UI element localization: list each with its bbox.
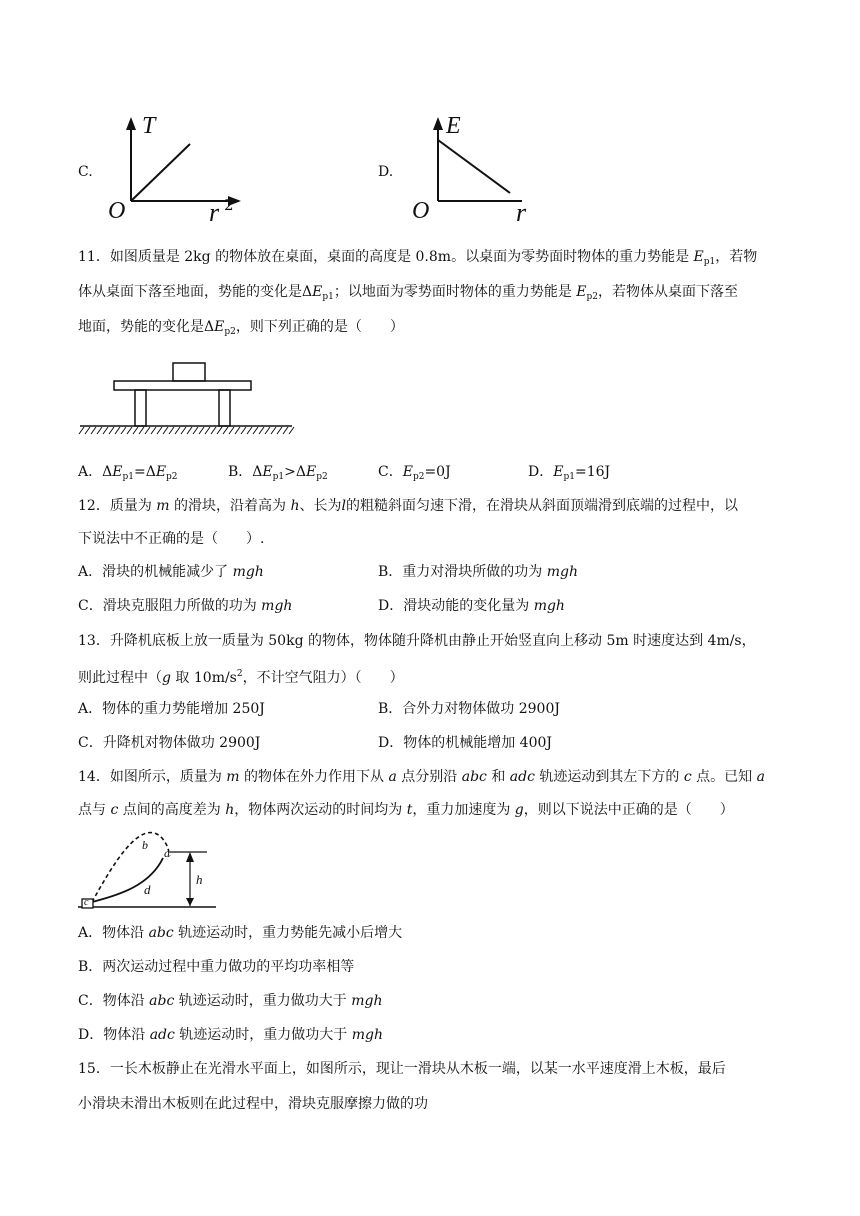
- q13-option-a: A．物体的重力势能增加 250J: [78, 701, 265, 717]
- q13-option-d: D．物体的机械能增加 400J: [378, 735, 553, 751]
- trajectory-label-d: d: [144, 882, 151, 897]
- q13-line-2: 则此过程中（g 取 $10m/s^2$，不计空气阻力）（ ）: [78, 669, 404, 686]
- q11-line-1: 11．如图质量是 2kg 的物体放在桌面，桌面的高度是 0.8m。以桌面为零势面时物体的重力势能是 $E_{p1}$，若物: [78, 249, 758, 267]
- q11-option-a: A．$\Delta E_{p1}=\Delta E_{p2}$: [78, 464, 178, 482]
- graph-d-origin: O: [412, 198, 430, 224]
- q11-option-c: C．$E_{p2}=0J$: [378, 464, 451, 482]
- trajectory-label-c: c: [84, 897, 89, 908]
- q12-option-c: C．滑块克服阻力所做的功为 mgh: [78, 598, 293, 614]
- graph-d-y-label: E: [446, 113, 461, 139]
- q13-line-1: 13．升降机底板上放一质量为 50kg 的物体，物体随升降机由静止开始竖直向上移动 5m 时速度达到 4m/s，: [78, 633, 756, 649]
- q14-option-b: B．两次运动过程中重力做功的平均功率相等: [78, 959, 355, 975]
- q12-option-b: B．重力对滑块所做的功为 mgh: [378, 564, 579, 580]
- option-c-label: C.: [78, 164, 93, 180]
- trajectory-label-b: b: [142, 838, 148, 852]
- graph-c-origin: O: [108, 198, 126, 224]
- graph-c-y-label: T: [142, 113, 156, 139]
- q13-option-b: B．合外力对物体做功 2900J: [378, 701, 560, 717]
- q11-option-b: B．$\Delta E_{p1}>\Delta E_{p2}$: [228, 464, 328, 482]
- q11-option-d: D．$E_{p1}=16J$: [528, 464, 611, 482]
- trajectory-label-h: h: [196, 872, 203, 887]
- q12-line-1: 12．质量为 m 的滑块，沿着高为 h、长为l的粗糙斜面匀速下滑，在滑块从斜面顶端滑到底端的过程中，以: [78, 498, 738, 514]
- q12-line-2: 下说法中不正确的是（ ）.: [78, 531, 265, 547]
- q12-option-a: A．滑块的机械能减少了 mgh: [78, 564, 264, 580]
- q11-line-3: 地面，势能的变化是$\Delta E_{p2}$，则下列正确的是（ ）: [78, 319, 404, 337]
- q15-line-1: 15．一长木板静止在光滑水平面上，如图所示，现让一滑块从木板一端，以某一水平速度滑上木板，最后: [78, 1061, 726, 1077]
- graph-c-x-exponent: 2: [224, 196, 234, 214]
- option-d-label: D.: [378, 164, 394, 180]
- q11-line-2: 体从桌面下落至地面，势能的变化是$\Delta E_{p1}$；以地面为零势面时物体的重力势能是 $E_{p2}$，若物体从桌面下落至: [78, 284, 739, 302]
- q14-option-c: C．物体沿 abc 轨迹运动时，重力做功大于 mgh: [78, 993, 383, 1009]
- q15-line-2: 小滑块未滑出木板则在此过程中，滑块克服摩擦力做的功: [78, 1096, 428, 1112]
- graph-d-x-label: r: [516, 198, 527, 227]
- q14-option-a: A．物体沿 abc 轨迹运动时，重力势能先减小后增大: [78, 925, 403, 941]
- q14-line-1: 14．如图所示，质量为 m 的物体在外力作用下从 a 点分别沿 abc 和 adc 轨迹运动到其左下方的 c 点。已知 a: [78, 769, 765, 785]
- q12-option-d: D．滑块动能的变化量为 mgh: [378, 598, 565, 614]
- q14-line-2: 点与 c 点间的高度差为 h，物体两次运动的时间均为 t，重力加速度为 g，则以下说法中正确的是（ ）: [78, 802, 734, 818]
- q14-option-d: D．物体沿 adc 轨迹运动时，重力做功大于 mgh: [78, 1027, 384, 1043]
- graph-c-x-label: r: [209, 198, 220, 227]
- trajectory-label-a: a: [164, 846, 170, 860]
- q13-option-c: C．升降机对物体做功 2900J: [78, 735, 261, 751]
